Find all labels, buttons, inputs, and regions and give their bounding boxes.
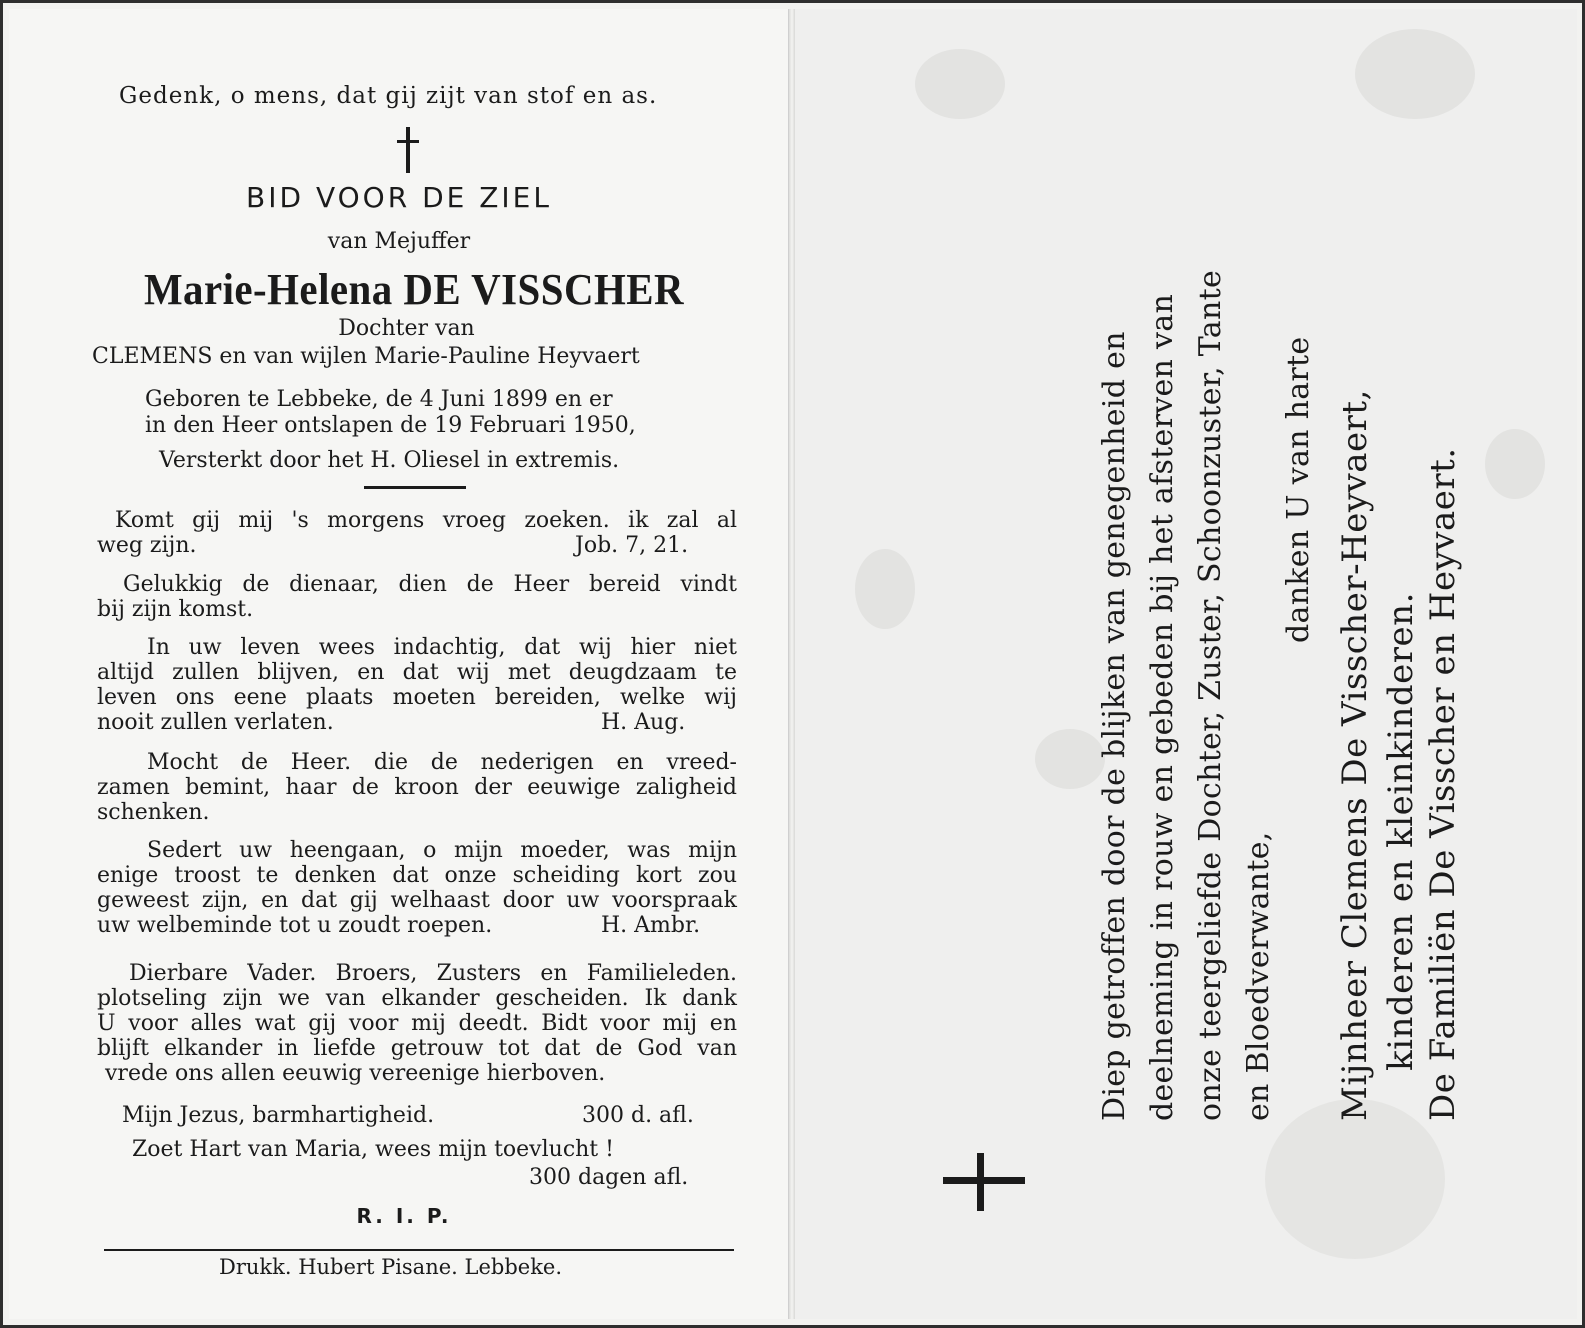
quote-line: Dierbare Vader. Broers, Zusters en Familieleden. xyxy=(129,961,737,986)
quote-servant xyxy=(97,572,737,622)
birth-line: Geboren te Lebbeke, de 4 Juni 1899 en er xyxy=(145,387,613,412)
quote-crown xyxy=(97,750,737,825)
cross-icon xyxy=(943,1153,1033,1213)
thanks-line: onze teergeliefde Dochter, Zuster, Schoonzuster, Tante xyxy=(1193,270,1228,1121)
signatory: kinderen en kleinkinderen. xyxy=(1381,592,1421,1071)
quote-line: nooit zullen verlaten. xyxy=(97,710,334,735)
quote-reference: H. Aug. xyxy=(601,710,686,735)
cross-icon xyxy=(397,127,419,173)
sacrament-line: Versterkt door het H. Oliesel in extremis. xyxy=(159,448,620,473)
quote-line: geweest zijn, en dat gij welhaast door uw voorspraak xyxy=(97,888,737,913)
quote-line: bij zijn komst. xyxy=(97,597,254,622)
thanks-line: en Bloedverwante, xyxy=(1241,831,1276,1121)
prayer-indulgence: 300 d. afl. xyxy=(582,1103,694,1128)
motto: Gedenk, o mens, dat gij zijt van stof en as. xyxy=(119,83,658,109)
quote-line: zamen bemint, haar de kroon der eeuwige zaligheid xyxy=(97,775,737,800)
quote-line: In uw leven wees indachtig, dat wij hier niet xyxy=(147,635,737,660)
divider xyxy=(364,486,466,489)
left-page xyxy=(9,9,789,1319)
quote-line: blijft elkander in liefde getrouw tot dat de God van xyxy=(97,1036,737,1061)
prayer-text: Mijn Jezus, barmhartigheid. xyxy=(122,1103,435,1128)
prayer-text: Zoet Hart van Maria, wees mijn toevlucht ! xyxy=(132,1137,614,1162)
quote-line: Mocht de Heer. die de nederigen en vreed- xyxy=(147,750,737,775)
prayer-indulgence: 300 dagen afl. xyxy=(529,1165,689,1190)
quote-reference: H. Ambr. xyxy=(601,913,701,938)
quote-line: uw welbeminde tot u zoudt roepen. xyxy=(97,913,493,938)
thanks-closing: danken U van harte xyxy=(1281,336,1316,643)
right-page xyxy=(795,9,1577,1319)
quote-line: schenken. xyxy=(97,800,210,825)
thanks-line: deelneming in rouw en gebeden bij het afsterven van xyxy=(1145,293,1180,1121)
relation: Dochter van xyxy=(338,316,475,341)
quote-line: Komt gij mij 's morgens vroeg zoeken. ik zal al xyxy=(115,508,737,533)
divider xyxy=(104,1249,734,1251)
quote-line: enige troost te denken dat onze scheiding kort zou xyxy=(97,863,737,888)
deceased-name: Marie-Helena DE VISSCHER xyxy=(143,265,685,314)
quote-reference: Job. 7, 21. xyxy=(575,533,689,558)
rip: R. I. P. xyxy=(356,1204,452,1228)
quote-line: vrede ons allen eeuwig vereenige hierboven. xyxy=(105,1061,606,1086)
quote-line: U voor alles wat gij voor mij deedt. Bidt voor mij en xyxy=(97,1011,737,1036)
thanks-line: Diep getroffen door de blijken van genegenheid en xyxy=(1097,331,1132,1121)
farewell-message xyxy=(97,961,737,1086)
printer-credit: Drukk. Hubert Pisane. Lebbeke. xyxy=(219,1255,563,1279)
heading: BID VOOR DE ZIEL xyxy=(246,181,552,214)
quote-line: altijd zullen blijven, en dat wij met deugdzaam te xyxy=(97,660,737,685)
quote-line: leven ons eene plaats moeten bereiden, welke wij xyxy=(97,685,737,710)
title-prefix: van Mejuffer xyxy=(327,229,471,254)
quote-line: plotseling zijn we van elkander gescheiden. Ik dank xyxy=(97,986,737,1011)
parents: CLEMENS en van wijlen Marie-Pauline Heyvaert xyxy=(92,344,640,369)
quote-line: weg zijn. xyxy=(97,533,197,558)
death-line: in den Heer ontslapen de 19 Februari 1950, xyxy=(145,413,636,438)
quote-line: Gelukkig de dienaar, dien de Heer bereid vindt xyxy=(123,572,737,597)
signatory: De Familiën De Visscher en Heyvaert. xyxy=(1423,447,1463,1121)
quote-line: Sedert uw heengaan, o mijn moeder, was mijn xyxy=(147,838,737,863)
signatory: Mijnheer Clemens De Visscher-Heyvaert, xyxy=(1335,389,1375,1121)
